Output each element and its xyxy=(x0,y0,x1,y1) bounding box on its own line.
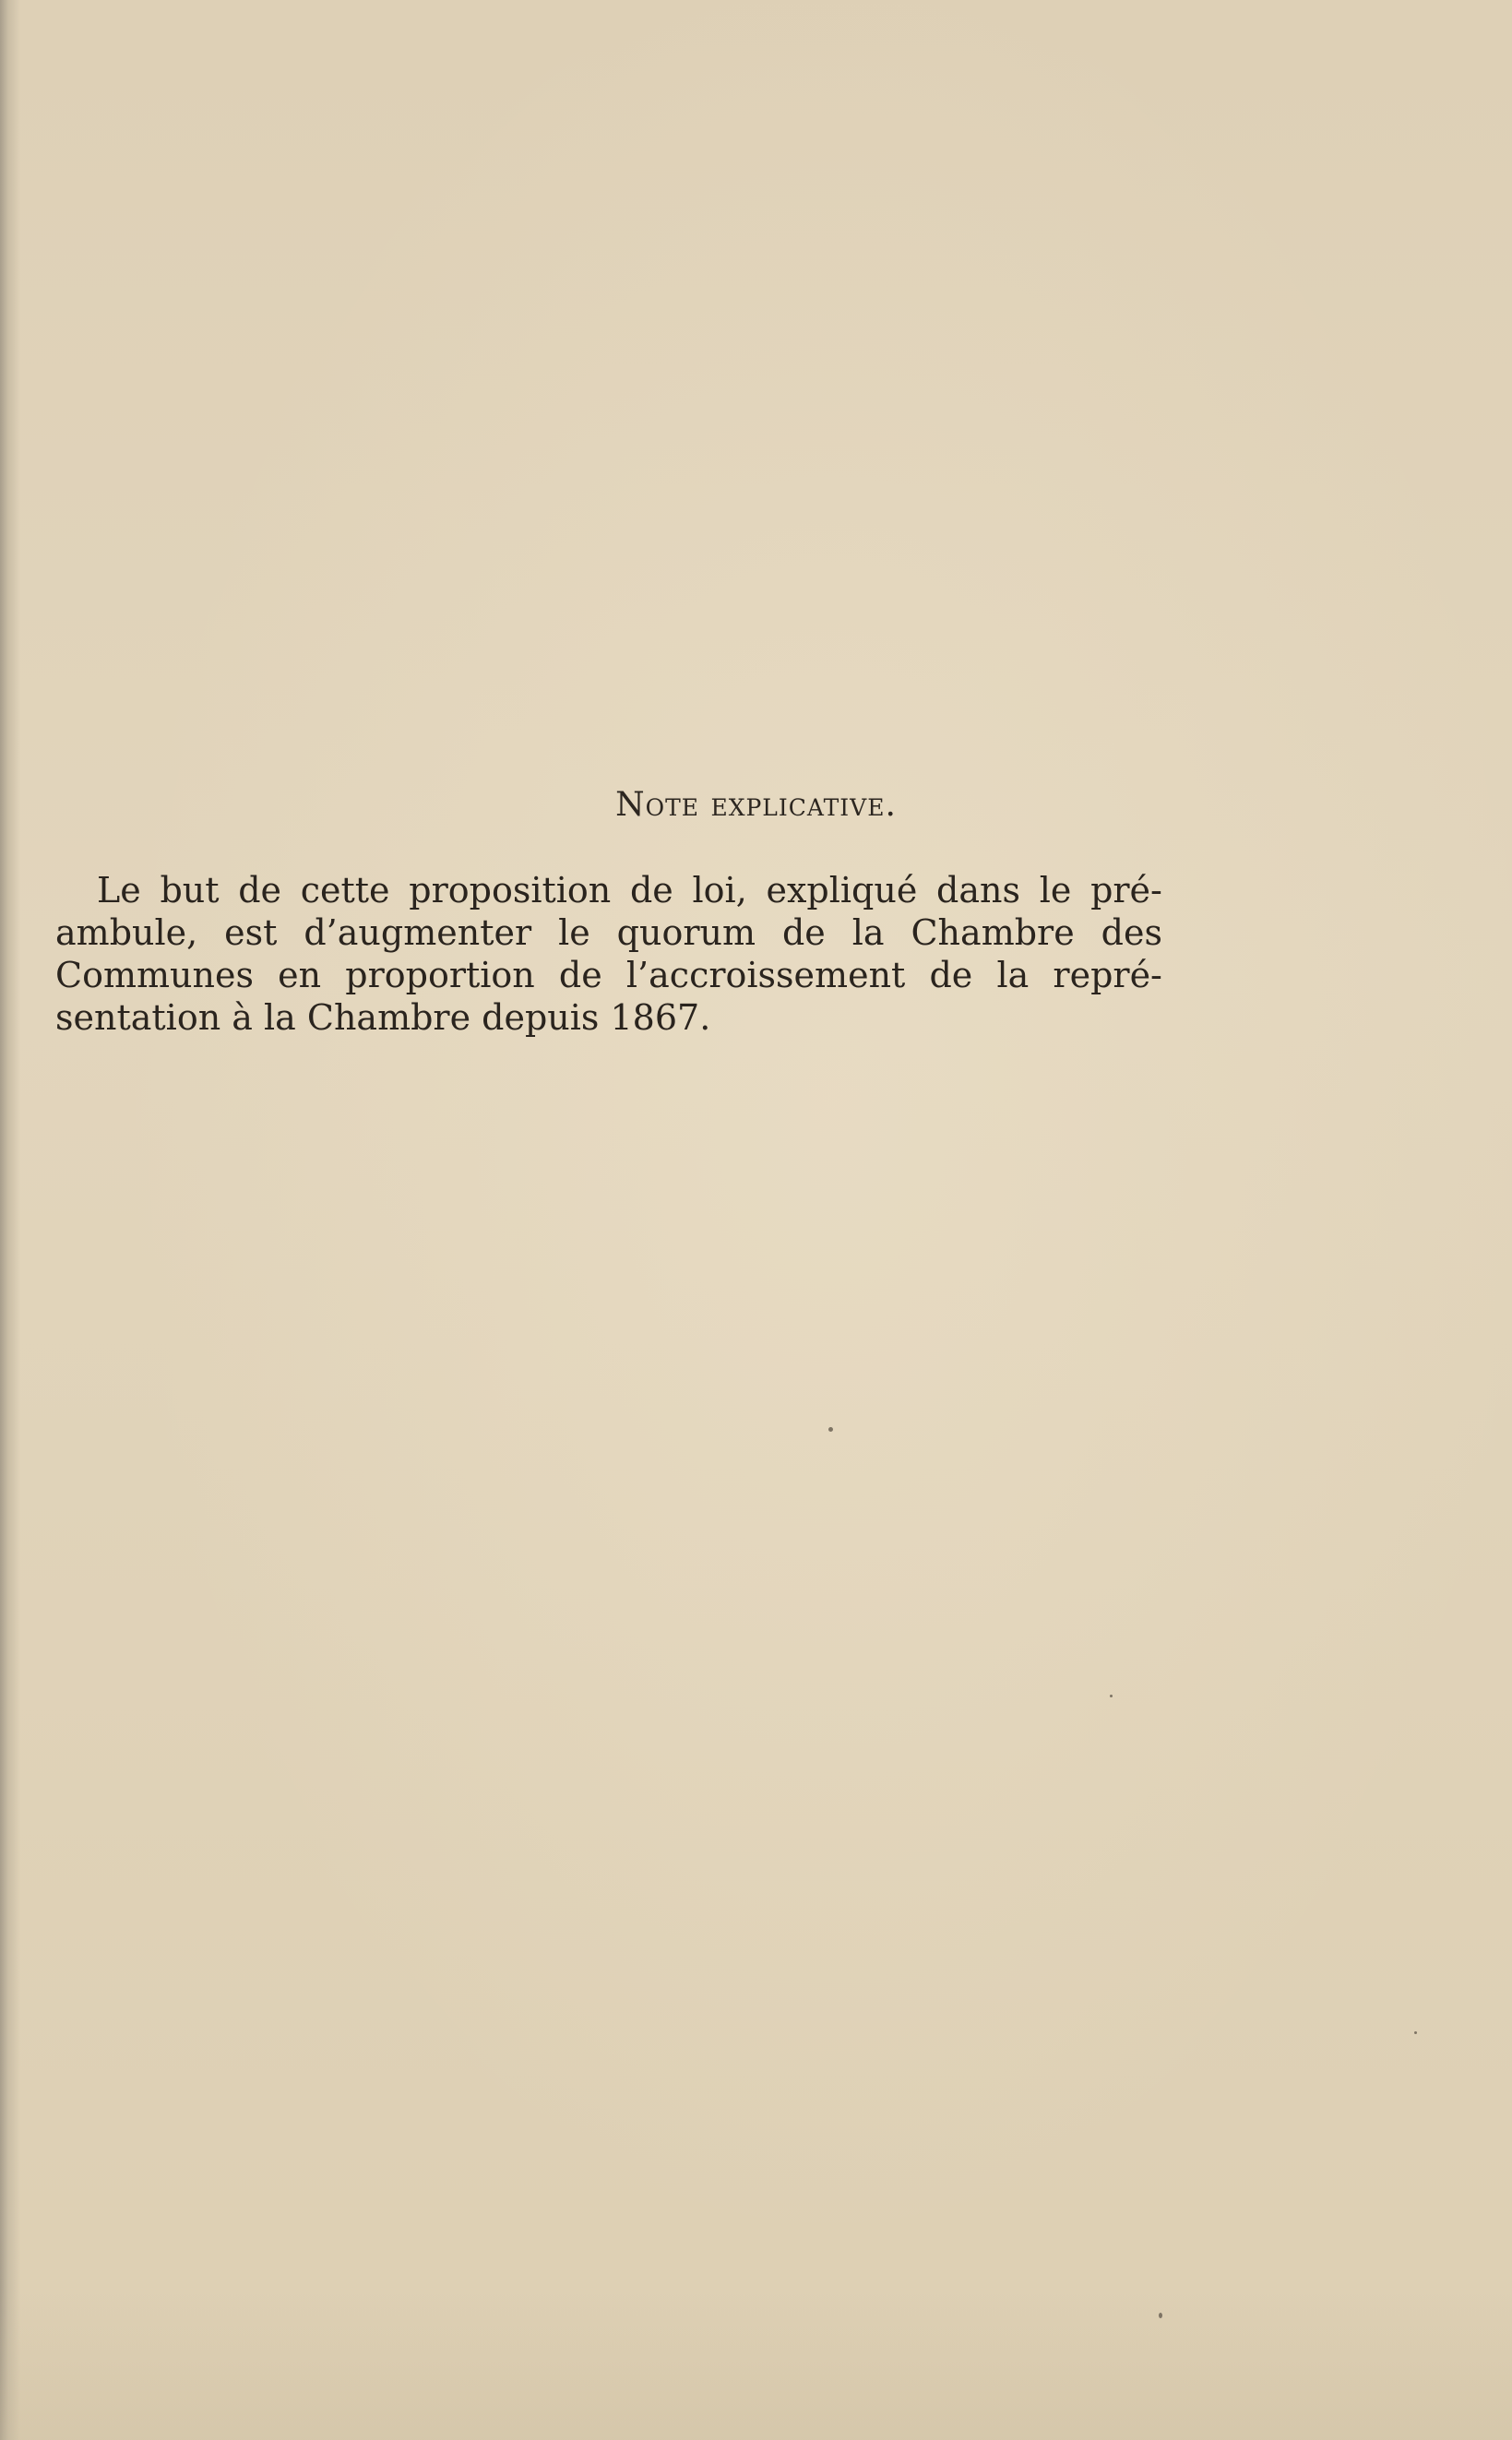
word: expliqué xyxy=(766,870,918,911)
word: proportion xyxy=(345,955,535,995)
word: la xyxy=(996,955,1030,995)
word: proposition xyxy=(409,870,612,911)
word: des xyxy=(1101,912,1162,953)
word: pré- xyxy=(1090,870,1162,911)
paragraph-line-1 xyxy=(55,869,1162,911)
paragraph-line-2 xyxy=(55,911,1162,954)
word: but xyxy=(160,870,220,911)
word: de xyxy=(629,870,673,911)
word: quorum xyxy=(616,912,756,953)
paper-speck xyxy=(828,1427,833,1432)
note-paragraph xyxy=(55,869,1162,1039)
word: d’augmenter xyxy=(304,912,532,953)
word: dans xyxy=(936,870,1020,911)
word: la xyxy=(851,912,885,953)
word: l’accroissement xyxy=(625,955,906,995)
paper-speck xyxy=(1110,1695,1113,1697)
word: de xyxy=(929,955,973,995)
paragraph-line-4 xyxy=(55,996,1162,1039)
word: le xyxy=(558,912,590,953)
page-bottom-shade xyxy=(0,2292,1512,2440)
word: de xyxy=(238,870,282,911)
word: loi, xyxy=(692,870,747,911)
word: de xyxy=(558,955,602,995)
word: est xyxy=(224,912,278,953)
paragraph-line-3 xyxy=(55,954,1162,996)
line-text: sentation à la Chambre depuis 1867. xyxy=(55,997,711,1038)
paper-speck xyxy=(1159,2313,1162,2318)
word: de xyxy=(781,912,826,953)
page-edge-shadow xyxy=(0,0,20,2440)
paper-speck xyxy=(1414,2031,1417,2034)
word: cette xyxy=(300,870,390,911)
word: le xyxy=(1039,870,1072,911)
word: Communes xyxy=(55,955,254,995)
word: Le xyxy=(97,870,141,911)
word: ambule, xyxy=(55,912,198,953)
word: repré- xyxy=(1053,955,1162,995)
word: en xyxy=(278,955,322,995)
word: Chambre xyxy=(911,912,1075,953)
note-heading: Note explicative. xyxy=(615,786,897,824)
